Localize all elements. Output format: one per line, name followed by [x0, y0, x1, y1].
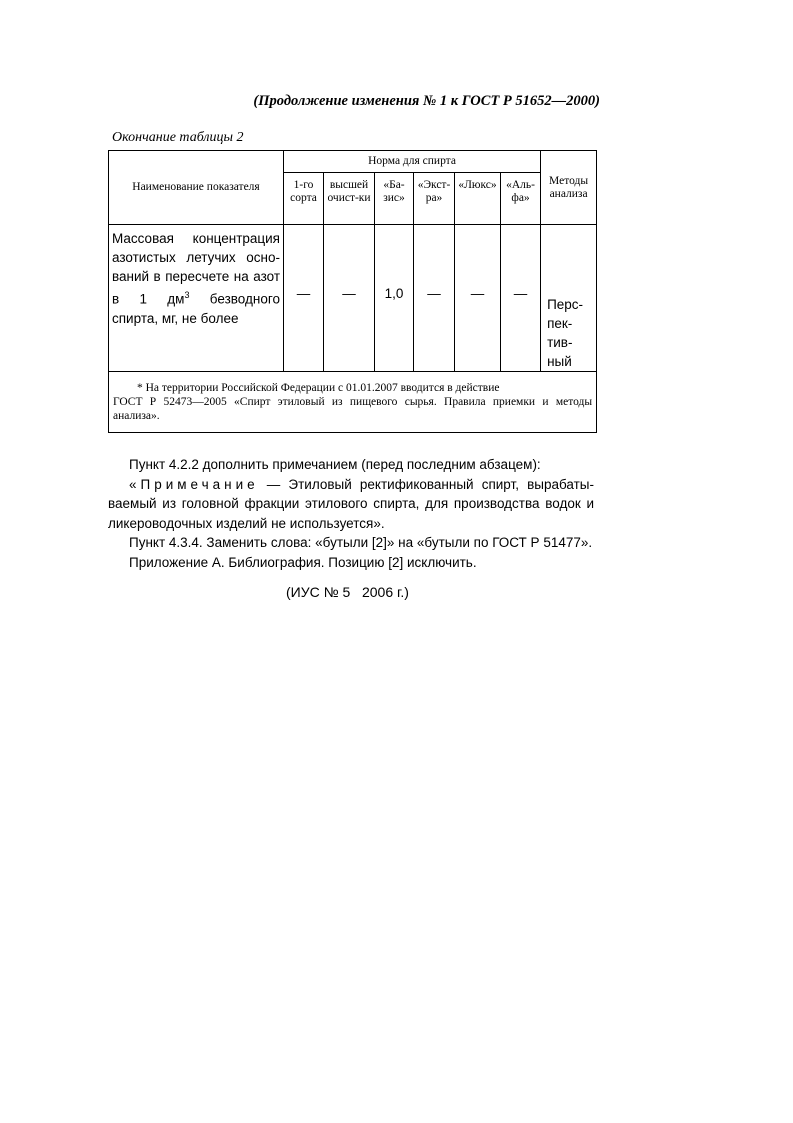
paragraph-note: «Примечание — Этиловый ректификованный спирт, вырабаты-ваемый из головной фракции этилового спирта, для производства водок и ликероводочных изделий не используется».	[108, 476, 594, 531]
paragraph-appendix-a: Приложение А. Библиография. Позицию [2] исключить.	[129, 554, 477, 570]
amendment-header: (Продолжение изменения № 1 к ГОСТ Р 51652—2000)	[253, 93, 600, 109]
note-label: «Примечание	[129, 476, 259, 492]
value-bazis: 1,0	[375, 225, 414, 372]
value-first-grade: —	[284, 225, 324, 372]
column-header-method: Методы анализа	[541, 151, 597, 225]
value-ekstra: —	[414, 225, 455, 372]
table-footnote: * На территории Российской Федерации с 01.01.2007 вводится в действие ГОСТ Р 52473—2005 «Спирт этиловый из пищевого сырья. Правила приемки и методы анализа».	[109, 372, 597, 433]
paragraph-4-2-2: Пункт 4.2.2 дополнить примечанием (перед последним абзацем):	[129, 457, 541, 472]
column-group-header: Норма для спирта	[284, 151, 541, 173]
subheader-first-grade: 1-го сорта	[284, 173, 324, 225]
norms-table	[108, 150, 597, 433]
subheader-highest-purity: высшей очист-ки	[324, 173, 375, 225]
table-caption: Окончание таблицы 2	[112, 130, 244, 145]
subheader-ekstra: «Экст-ра»	[414, 173, 455, 225]
method-value: Перс-пек-тив-ный	[541, 225, 597, 372]
value-lyuks: —	[455, 225, 501, 372]
value-highest-purity: —	[324, 225, 375, 372]
value-alfa: —	[501, 225, 541, 372]
amendment-body	[108, 455, 594, 572]
table-row	[109, 225, 597, 372]
indicator-name: Массовая концентрация азотистых летучих осно-ваний в пересчете на азот в 1 $дм^3$ безводного спирта, мг, не более	[109, 225, 284, 372]
subheader-alfa: «Аль-фа»	[501, 173, 541, 225]
column-header-name: Наименование показателя	[109, 151, 284, 225]
ius-reference: (ИУС № 5 2006 г.)	[286, 584, 409, 600]
paragraph-4-3-4: Пункт 4.3.4. Заменить слова: «бутыли [2]» на «бутыли по ГОСТ Р 51477».	[129, 535, 593, 550]
subheader-lyuks: «Люкс»	[455, 173, 501, 225]
subheader-bazis: «Ба-зис»	[375, 173, 414, 225]
